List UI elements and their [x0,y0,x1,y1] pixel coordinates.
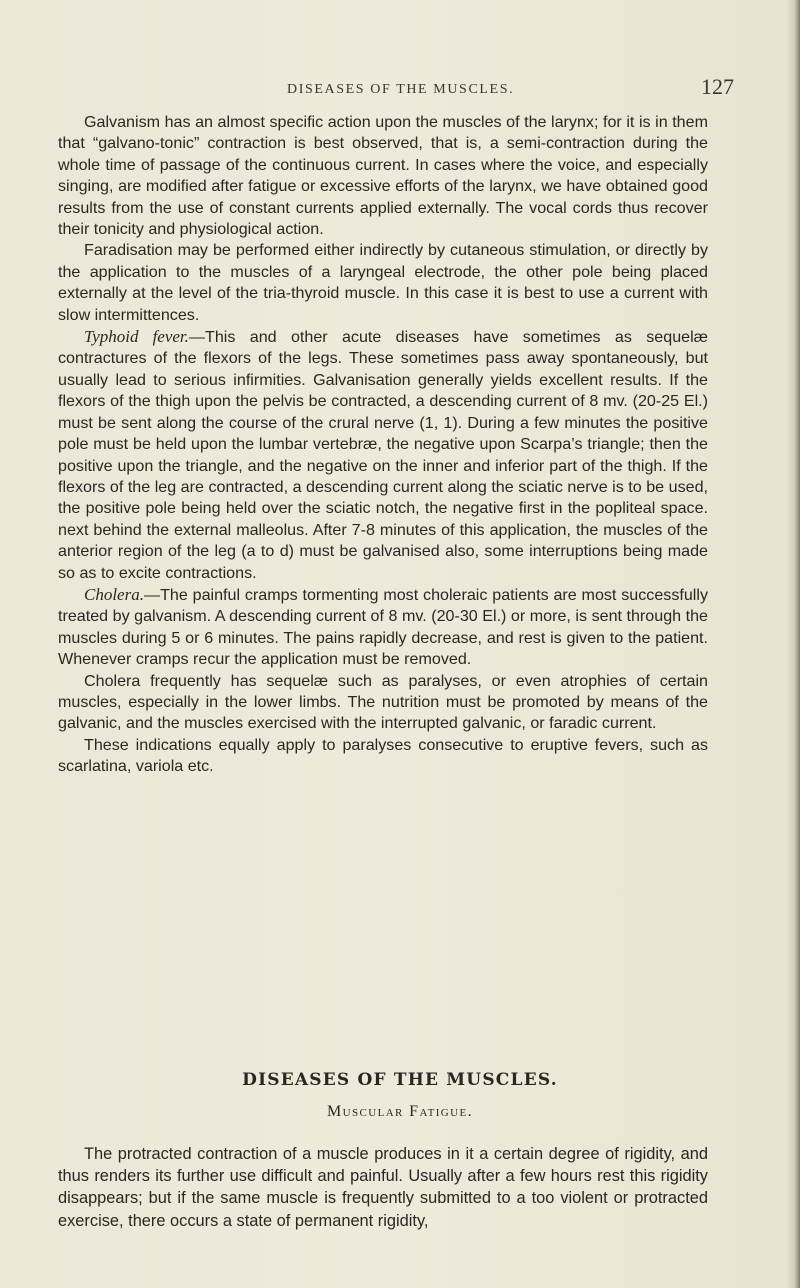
section-heading: DISEASES OF THE MUSCLES. [242,1070,558,1090]
page-edge-shadow [786,0,800,1288]
paragraph-text: —The painful cramps tormenting most choleraic patients are most successfully treated by galvanism. A descending current of 8 mv. (20-30 El.) or more, is sent through the muscles during 5 or 6 minutes. The pains rapidly decrease, and rest is given to the patient. Whenever cramps recur the application must be removed. [58,585,708,669]
run-in-heading: Cholera. [84,584,144,604]
page-number: 127 [701,74,734,99]
paragraph: Galvanism has an almost specific action upon the muscles of the larynx; for it is in them that “galvano-tonic” contraction is best observed, that is, a semi-contraction during the whole time of passage of the continuous current. In cases where the voice, and especially singing, are modified after fatigue or excessive efforts of the larynx, we have obtained good results from the use of constant currents applied externally. The vocal cords thus recover their tonicity and physiological action. [58,113,708,239]
main-text [58,112,708,778]
paragraph-text: —This and other acute diseases have sometimes as sequelæ contractures of the flexors of the legs. These sometimes pass away spontaneously, but usually lead to serious infirmities. Galvanisation generally yields excellent results. If the flexors of the thigh upon the pelvis be contracted, a descending current of 8 mv. (20-25 El.) must be sent along the course of the crural nerve (1, 1). During a few minutes the positive pole must be held upon the lumbar vertebræ, the negative upon Scarpa’s triangle; then the positive upon the triangle, and the negative on the inner and inferior part of the thigh. If the flexors of the leg are contracted, a descending current along the sciatic nerve is to be used, the positive pole being held over the sciatic notch, the negative first in the popliteal space. next behind the external malleolus. After 7-8 minutes of this application, the muscles of the anterior region of the leg (a to d) must be galvanised also, some interruptions being made so as to excite contractions. [58,328,708,582]
section-subheading: Muscular Fatigue. [327,1103,473,1120]
paragraph [58,584,708,671]
run-in-heading: Typhoid fever. [84,327,189,347]
paragraph: These indications equally apply to paralyses consecutive to eruptive fevers, such as scarlatina, variola etc. [58,735,708,776]
paragraph [58,326,708,584]
paragraph: Faradisation may be performed either indirectly by cutaneous stimulation, or directly by the application to the muscles of a laryngeal electrode, the other pole being placed externally at the level of the tria-thyroid muscle. In this case it is best to use a current with slow intermittences. [58,241,708,324]
running-title: DISEASES OF THE MUSCLES. [287,82,515,97]
paragraph: The protracted contraction of a muscle produces in it a certain degree of rigidity, and thus renders its further use difficult and painful. Usually after a few hours rest this rigidity disappears; but if the same muscle is frequently submitted to a too violent or protracted exercise, there occurs a state of permanent rigidity, [58,1145,708,1230]
section-text [58,1143,708,1232]
paragraph: Cholera frequently has sequelæ such as paralyses, or even atrophies of certain muscles, especially in the lower limbs. The nutrition must be promoted by means of the galvanic, and the muscles exercised with the interrupted galvanic, or faradic current. [58,671,708,733]
